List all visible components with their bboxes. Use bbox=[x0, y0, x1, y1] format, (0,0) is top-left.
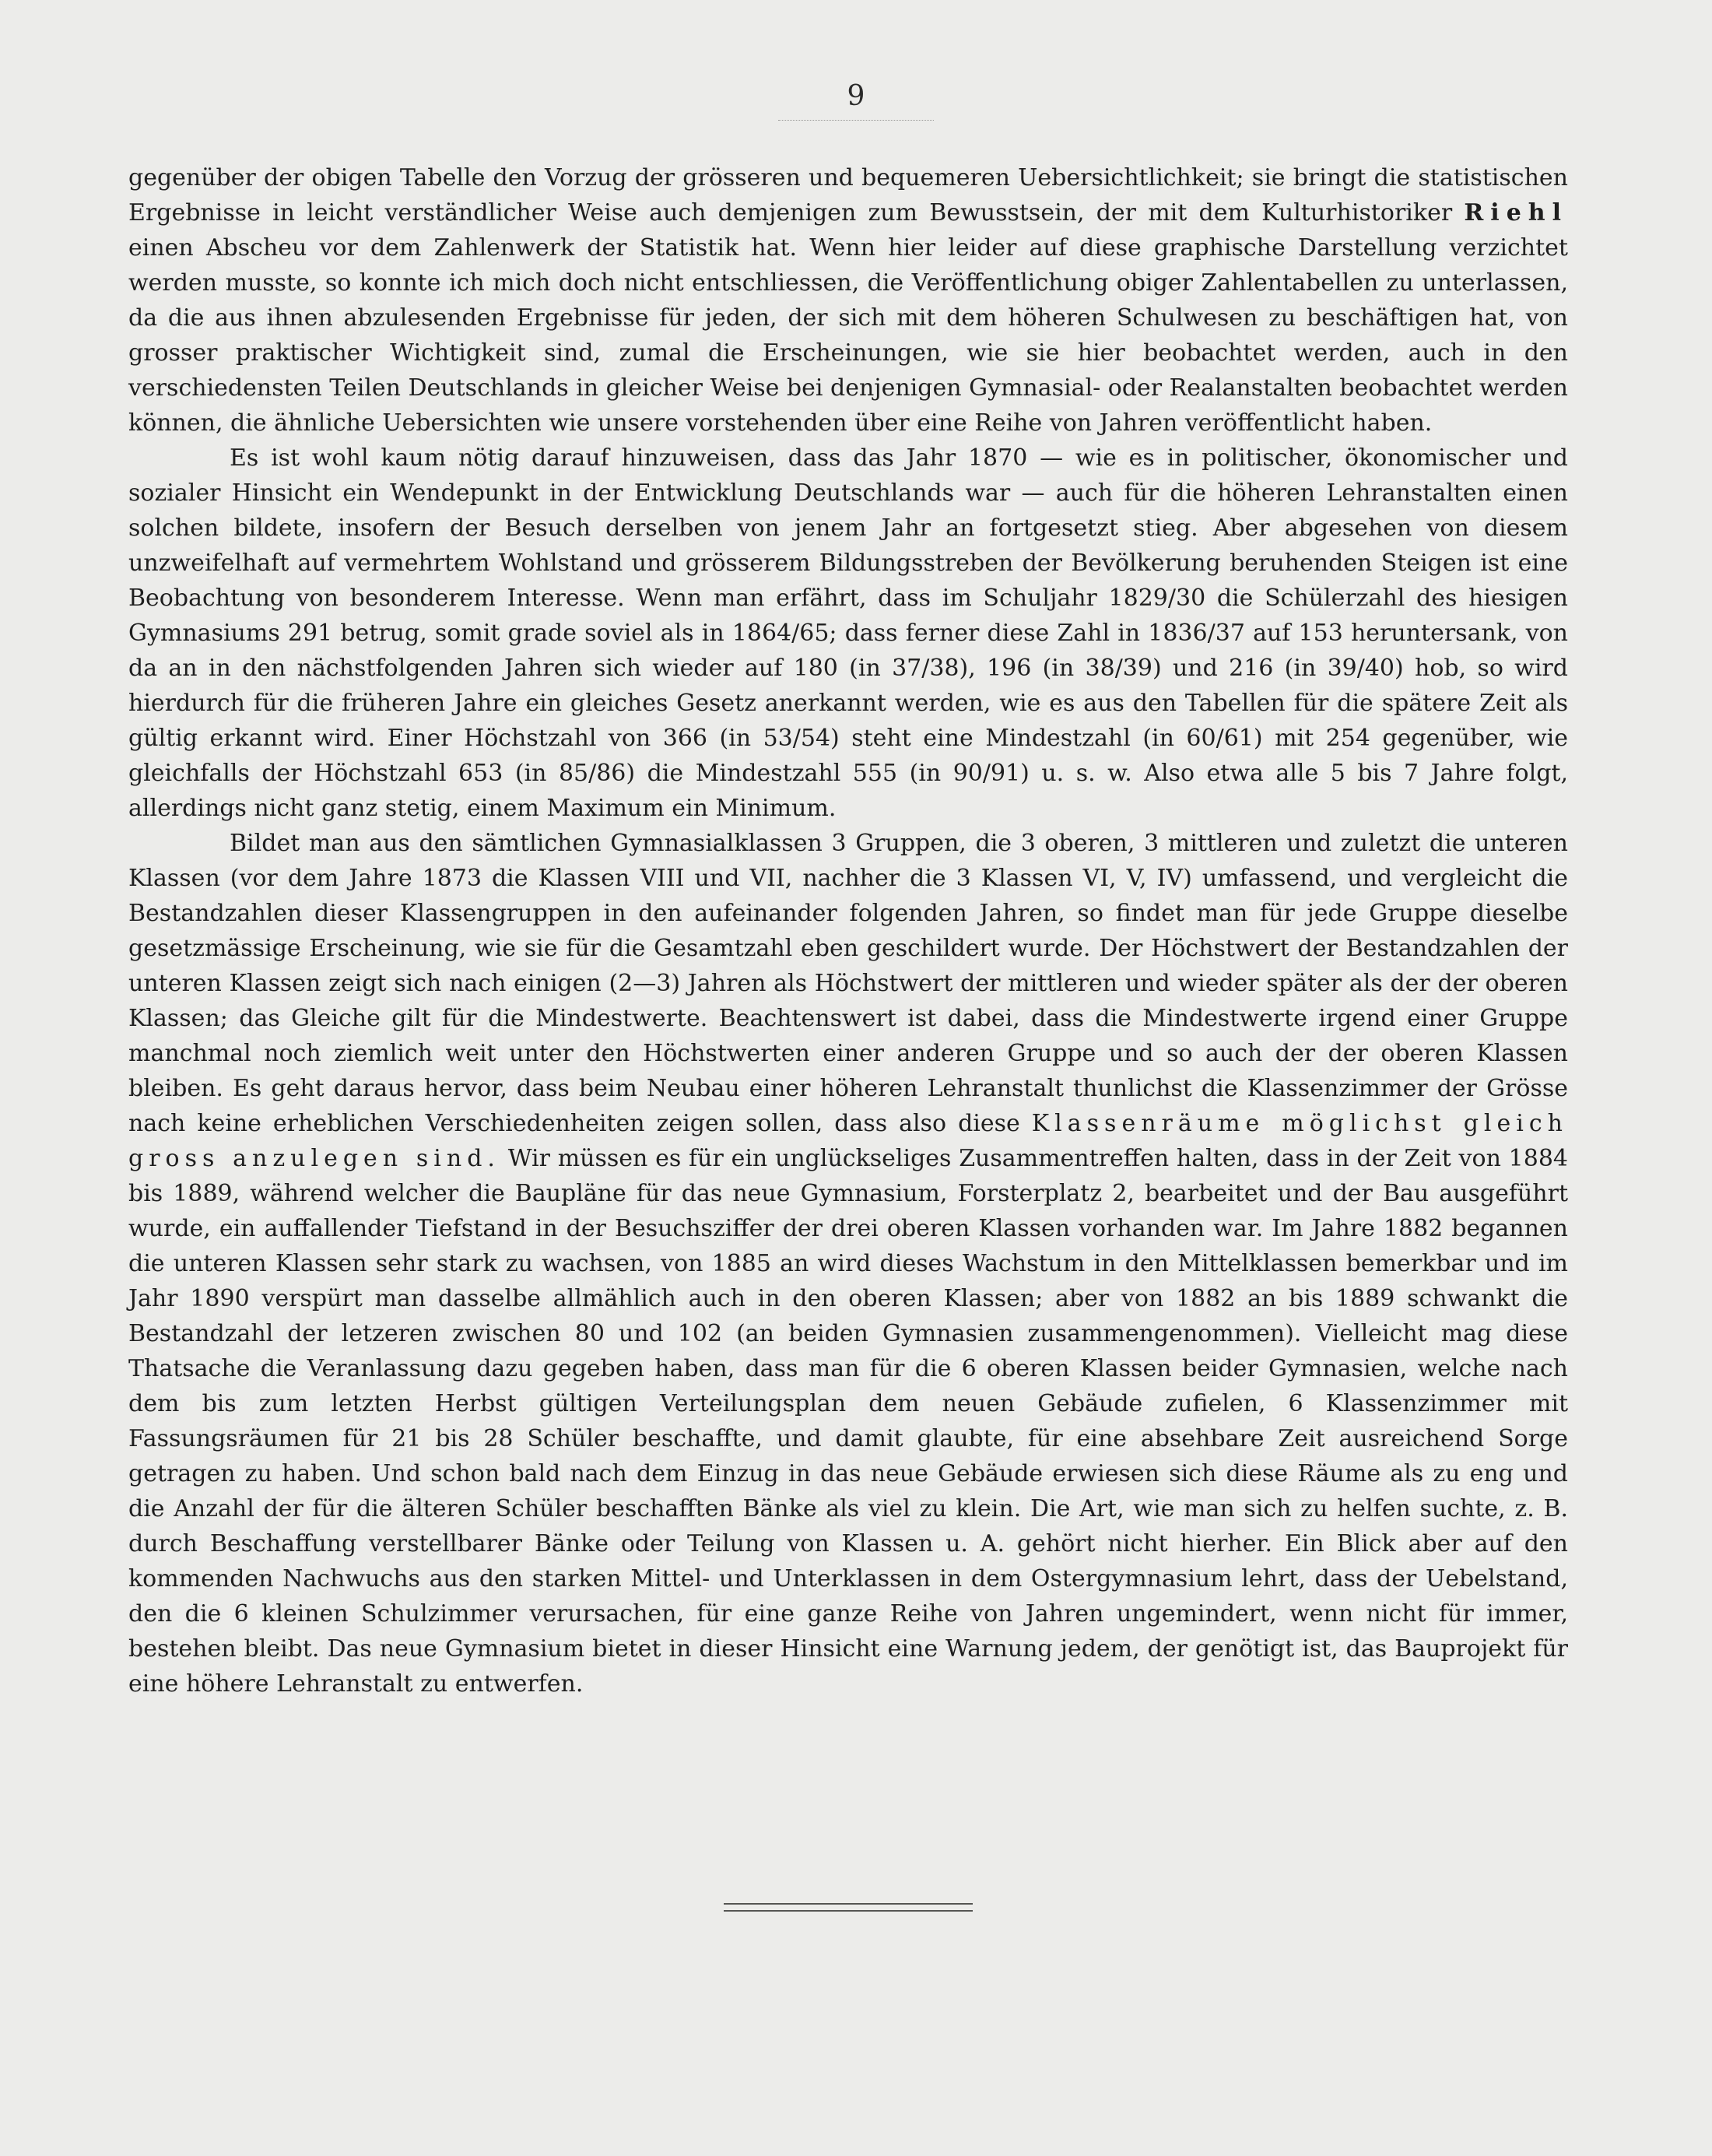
emphasized-name-riehl: Riehl bbox=[1464, 199, 1568, 226]
page-number: 9 bbox=[847, 80, 865, 112]
paragraph-1-end: einen Abscheu vor dem Zahlenwerk der Statistik hat. Wenn hier leider auf diese graphische Darstellung verzichtet werden musste, so konnte ich mich doch nicht entschliessen, die Veröffentlichung obiger Zahlentabellen zu unterlassen, da die aus ihnen abzulesenden Ergebnisse für jeden, der sich mit dem höheren Schulwesen zu beschäftigen hat, von grosser praktischer Wichtigkeit sind, zumal die Erscheinungen, wie sie hier beobachtet werden, auch in den verschiedensten Teilen Deutschlands in gleicher Weise bei denjenigen Gymnasial- oder Realanstalten beobachtet werden können, die ähnliche Uebersichten wie unsere vorstehenden über eine Reihe von Jahren veröffentlicht haben. bbox=[128, 234, 1568, 437]
paragraph-3 bbox=[128, 826, 1568, 1701]
emphasized-phrase: Klassenräume möglichst gleich gross anzulegen sind. bbox=[128, 1110, 1568, 1172]
paragraph-1-start: gegenüber der obigen Tabelle den Vorzug der grösseren und bequemeren Uebersichtlichkeit; sie bringt die statistischen Ergebnisse in leicht verständlicher Weise auch demjenigen zum Bewusstsein, der mit dem Kulturhistoriker bbox=[128, 164, 1568, 226]
paragraph-3-start: Bildet man aus den sämtlichen Gymnasialklassen 3 Gruppen, die 3 oberen, 3 mittleren und zuletzt die unteren Klassen (vor dem Jahre 1873 die Klassen VIII und VII, nachher die 3 Klassen VI, V, IV) umfassend, und vergleicht die Bestandzahlen dieser Klassengruppen in den aufeinander folgenden Jahren, so findet man für jede Gruppe dieselbe gesetzmässige Erscheinung, wie sie für die Gesamtzahl eben geschildert wurde. Der Höchstwert der Bestandzahlen der unteren Klassen zeigt sich nach einigen (2—3) Jahren als Höchstwert der mittleren und wieder später als der der oberen Klassen; das Gleiche gilt für die Mindestwerte. Beachtenswert ist dabei, dass die Mindestwerte irgend einer Gruppe manchmal noch ziemlich weit unter den Höchstwerten einer anderen Gruppe und so auch der der oberen Klassen bleiben. Es geht daraus hervor, dass beim Neubau einer höheren Lehranstalt thunlichst die Klassenzimmer der Grösse nach keine erheblichen Verschiedenheiten zeigen sollen, dass also diese bbox=[128, 830, 1568, 1137]
end-ornament-rule bbox=[724, 1903, 973, 1912]
paragraph-2: Es ist wohl kaum nötig darauf hinzuweisen, dass das Jahr 1870 — wie es in politischer, ökonomischer und sozialer Hinsicht ein Wendepunkt in der Entwicklung Deutschlands war — auch für die höheren Lehranstalten einen solchen bildete, insofern der Besuch derselben von jenem Jahr an fortgesetzt stieg. Aber abgesehen von diesem unzweifelhaft auf vermehrtem Wohlstand und grösserem Bildungsstreben der Bevölkerung beruhenden Steigen ist eine Beobachtung von besonderem Interesse. Wenn man erfährt, dass im Schuljahr 1829/30 die Schülerzahl des hiesigen Gymnasiums 291 betrug, somit grade soviel als in 1864/65; dass ferner diese Zahl in 1836/37 auf 153 heruntersank, von da an in den nächstfolgenden Jahren sich wieder auf 180 (in 37/38), 196 (in 38/39) und 216 (in 39/40) hob, so wird hierdurch für die früheren Jahre ein gleiches Gesetz anerkannt werden, wie es aus den Tabellen für die spätere Zeit als gültig erkannt wird. Einer Höchstzahl von 366 (in 53/54) steht eine Mindestzahl (in 60/61) mit 254 gegenüber, wie gleichfalls der Höchstzahl 653 (in 85/86) die Mindestzahl 555 (in 90/91) u. s. w. Also etwa alle 5 bis 7 Jahre folgt, allerdings nicht ganz stetig, einem Maximum ein Minimum. bbox=[128, 444, 1568, 822]
paragraph-3-end: Wir müssen es für ein unglückseliges Zusammentreffen halten, dass in der Zeit von 1884 bis 1889, während welcher die Baupläne für das neue Gymnasium, Forsterplatz 2, bearbeitet und der Bau ausgeführt wurde, ein auffallender Tiefstand in der Besuchsziffer der drei oberen Klassen vorhanden war. Im Jahre 1882 begannen die unteren Klassen sehr stark zu wachsen, von 1885 an wird dieses Wachstum in den Mittelklassen bemerkbar und im Jahr 1890 verspürt man dasselbe allmählich auch in den oberen Klassen; aber von 1882 an bis 1889 schwankt die Bestandzahl der letzeren zwischen 80 und 102 (an beiden Gymnasien zusammengenommen). Vielleicht mag diese Thatsache die Veranlassung dazu gegeben haben, dass man für die 6 oberen Klassen beider Gymnasien, welche nach dem bis zum letzten Herbst gültigen Verteilungsplan dem neuen Gebäude zufielen, 6 Klassenzimmer mit Fassungsräumen für 21 bis 28 Schüler beschaffte, und damit glaubte, für eine absehbare Zeit ausreichend Sorge getragen zu haben. Und schon bald nach dem Einzug in das neue Gebäude erwiesen sich diese Räume als zu eng und die Anzahl der für die älteren Schüler beschafften Bänke als viel zu klein. Die Art, wie man sich zu helfen suchte, z. B. durch Beschaffung verstellbarer Bänke oder Teilung von Klassen u. A. gehört nicht hierher. Ein Blick aber auf den kommenden Nachwuchs aus den starken Mittel- und Unterklassen in dem Ostergymnasium lehrt, dass der Uebelstand, den die 6 kleinen Schulzimmer verursachen, für eine ganze Reihe von Jahren ungemindert, wenn nicht für immer, bestehen bleibt. Das neue Gymnasium bietet in dieser Hinsicht eine Warnung jedem, der genötigt ist, das Bauprojekt für eine höhere Lehranstalt zu entwerfen. bbox=[128, 1145, 1569, 1698]
body-text bbox=[128, 160, 1568, 1701]
paragraph-1 bbox=[128, 160, 1568, 441]
header-rule bbox=[778, 120, 934, 121]
